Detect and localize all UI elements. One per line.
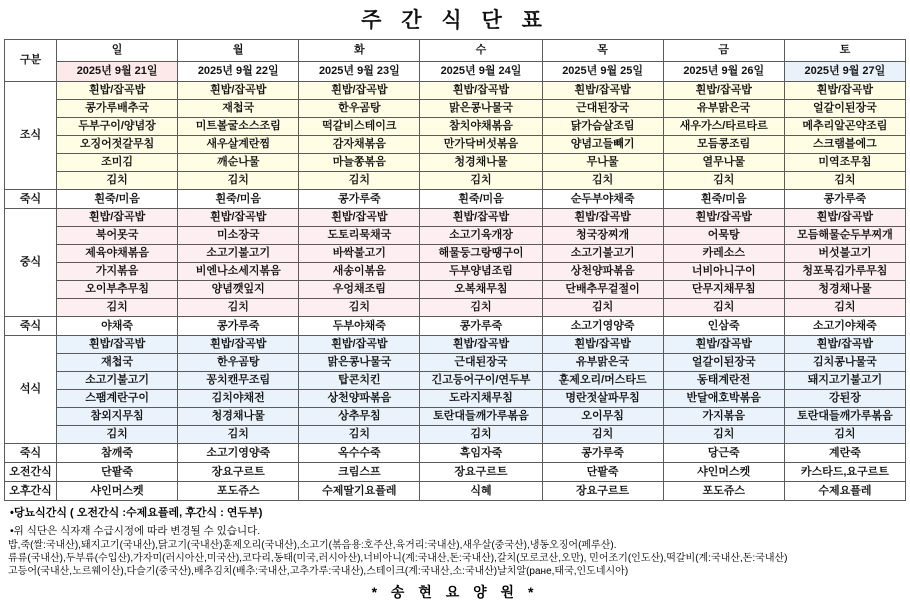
cell-r0-l5-c4: 김치: [542, 172, 663, 190]
header-day-4: 목: [542, 40, 663, 62]
table-row: [5, 263, 906, 281]
cell-r4-l3-c0: 스팸계란구이: [57, 390, 178, 408]
cell-r4-l3-c2: 상천양파볶음: [299, 390, 420, 408]
cell-r0-l4-c2: 마늘쫑볶음: [299, 154, 420, 172]
cell-r2-l1-c4: 청국장찌개: [542, 227, 663, 245]
cell-r6-c5: 샤인머스켓: [663, 463, 784, 482]
cell-r2-l5-c6: 김치: [784, 299, 905, 317]
cell-r0-l0-c6: 흰밥/잡곡밥: [784, 82, 905, 100]
cell-r0-l1-c5: 유부맑은국: [663, 100, 784, 118]
table-row: [5, 336, 906, 354]
header-row-days: [5, 40, 906, 62]
cell-r4-l2-c4: 훈제오리/머스타드: [542, 372, 663, 390]
cell-r0-l1-c0: 콩가루배추국: [57, 100, 178, 118]
row-label-6: 오전간식: [5, 463, 57, 482]
table-row: [5, 426, 906, 444]
row-label-7: 오후간식: [5, 482, 57, 501]
cell-r0-l5-c0: 김치: [57, 172, 178, 190]
cell-r4-l4-c0: 참외지무침: [57, 408, 178, 426]
cell-r0-l2-c1: 미트볼굴소스조림: [178, 118, 299, 136]
cell-r5-c3: 흑임자죽: [420, 444, 542, 463]
cell-r4-l3-c5: 반달애호박볶음: [663, 390, 784, 408]
cell-r0-l4-c0: 조미김: [57, 154, 178, 172]
cell-r4-l1-c3: 근대된장국: [420, 354, 542, 372]
cell-r4-l3-c3: 도라지채무침: [420, 390, 542, 408]
cell-r0-l3-c2: 감자채볶음: [299, 136, 420, 154]
cell-r4-l1-c0: 재첩국: [57, 354, 178, 372]
cell-r2-l3-c3: 두부양념조림: [420, 263, 542, 281]
cell-r4-l2-c1: 꽁치캔무조림: [178, 372, 299, 390]
cell-r3-c6: 소고기야채죽: [784, 317, 905, 336]
cell-r4-l4-c2: 상추무침: [299, 408, 420, 426]
cell-r4-l5-c1: 김치: [178, 426, 299, 444]
cell-r4-l2-c5: 동태계란전: [663, 372, 784, 390]
table-row: [5, 444, 906, 463]
cell-r0-l5-c5: 김치: [663, 172, 784, 190]
table-row: [5, 482, 906, 501]
weekly-menu-table: [4, 39, 906, 501]
cell-r4-l0-c5: 흰밥/잡곡밥: [663, 336, 784, 354]
cell-r6-c0: 단팥죽: [57, 463, 178, 482]
cell-r6-c2: 크림스프: [299, 463, 420, 482]
cell-r5-c4: 콩가루죽: [542, 444, 663, 463]
cell-r2-l2-c1: 소고기불고기: [178, 245, 299, 263]
table-row: [5, 136, 906, 154]
cell-r4-l4-c6: 토란대들깨가루볶음: [784, 408, 905, 426]
cell-r0-l5-c3: 김치: [420, 172, 542, 190]
cell-r3-c0: 야채죽: [57, 317, 178, 336]
cell-r6-c1: 장요구르트: [178, 463, 299, 482]
row-label-1: 죽식: [5, 190, 57, 209]
cell-r2-l5-c5: 김치: [663, 299, 784, 317]
cell-r7-c5: 포도쥬스: [663, 482, 784, 501]
cell-r4-l0-c6: 흰밥/잡곡밥: [784, 336, 905, 354]
cell-r1-c0: 흰죽/미음: [57, 190, 178, 209]
header-day-1: 월: [178, 40, 299, 62]
cell-r2-l5-c1: 김치: [178, 299, 299, 317]
cell-r2-l3-c6: 청포묵김가루무침: [784, 263, 905, 281]
cell-r4-l4-c3: 토란대들깨가루볶음: [420, 408, 542, 426]
cell-r0-l0-c1: 흰밥/잡곡밥: [178, 82, 299, 100]
cell-r4-l4-c1: 청경채나물: [178, 408, 299, 426]
cell-r5-c0: 참깨죽: [57, 444, 178, 463]
cell-r0-l1-c3: 맑은콩나물국: [420, 100, 542, 118]
table-row: [5, 317, 906, 336]
cell-r2-l2-c2: 바싹불고기: [299, 245, 420, 263]
table-row: [5, 209, 906, 227]
cell-r4-l5-c4: 김치: [542, 426, 663, 444]
cell-r4-l5-c6: 김치: [784, 426, 905, 444]
origin-line-3: 고등어(국내산,노르웨이산),다슬기(중국산),배추김치(배추:국내산,고추가루:국내산),스테이크(계:국내산,소:국내산)날치알(ране,태국,인도네시아): [8, 566, 629, 577]
table-row: [5, 100, 906, 118]
cell-r0-l1-c4: 근대된장국: [542, 100, 663, 118]
cell-r0-l5-c6: 김치: [784, 172, 905, 190]
cell-r4-l1-c2: 맑은콩나물국: [299, 354, 420, 372]
cell-r0-l0-c4: 흰밥/잡곡밥: [542, 82, 663, 100]
cell-r2-l0-c0: 흰밥/잡곡밥: [57, 209, 178, 227]
cell-r2-l5-c4: 김치: [542, 299, 663, 317]
cell-r0-l4-c6: 미역조무침: [784, 154, 905, 172]
cell-r0-l5-c1: 김치: [178, 172, 299, 190]
table-row: [5, 118, 906, 136]
cell-r0-l3-c3: 만가닥버섯볶음: [420, 136, 542, 154]
table-row: [5, 154, 906, 172]
cell-r2-l2-c3: 해물둥그랑땡구이: [420, 245, 542, 263]
cell-r4-l2-c6: 돼지고기불고기: [784, 372, 905, 390]
note-menu-change: •위 식단은 식자재 수급시정에 따라 변경될 수 있습니다.: [10, 525, 261, 537]
cell-r4-l2-c2: 탑콘치킨: [299, 372, 420, 390]
cell-r0-l2-c5: 새우가스/타르타르: [663, 118, 784, 136]
cell-r0-l2-c0: 두부구이/양념장: [57, 118, 178, 136]
table-row: [5, 299, 906, 317]
row-label-5: 죽식: [5, 444, 57, 463]
cell-r2-l2-c5: 카레소스: [663, 245, 784, 263]
cell-r2-l1-c6: 모듬해물순두부찌개: [784, 227, 905, 245]
header-date-0: 2025년 9월 21일: [57, 62, 178, 82]
cell-r3-c2: 두부야채죽: [299, 317, 420, 336]
cell-r4-l1-c5: 얼갈이된장국: [663, 354, 784, 372]
header-day-5: 금: [663, 40, 784, 62]
cell-r4-l5-c2: 김치: [299, 426, 420, 444]
cell-r0-l4-c4: 무나물: [542, 154, 663, 172]
cell-r5-c5: 당근죽: [663, 444, 784, 463]
cell-r4-l3-c6: 강된장: [784, 390, 905, 408]
cell-r1-c2: 콩가루죽: [299, 190, 420, 209]
cell-r4-l0-c2: 흰밥/잡곡밥: [299, 336, 420, 354]
header-date-6: 2025년 9월 27일: [784, 62, 905, 82]
cell-r2-l0-c1: 흰밥/잡곡밥: [178, 209, 299, 227]
cell-r2-l3-c2: 새송이볶음: [299, 263, 420, 281]
cell-r7-c6: 수제요플레: [784, 482, 905, 501]
cell-r2-l4-c1: 양념깻잎지: [178, 281, 299, 299]
cell-r1-c1: 흰죽/미음: [178, 190, 299, 209]
cell-r4-l5-c5: 김치: [663, 426, 784, 444]
cell-r3-c4: 소고기영양죽: [542, 317, 663, 336]
cell-r7-c4: 장요구르트: [542, 482, 663, 501]
cell-r0-l0-c0: 흰밥/잡곡밥: [57, 82, 178, 100]
cell-r4-l3-c1: 김치야채전: [178, 390, 299, 408]
cell-r6-c3: 장요구르트: [420, 463, 542, 482]
cell-r2-l1-c1: 미소장국: [178, 227, 299, 245]
cell-r4-l3-c4: 명란젓살파무침: [542, 390, 663, 408]
cell-r3-c5: 인삼죽: [663, 317, 784, 336]
cell-r0-l1-c1: 재첩국: [178, 100, 299, 118]
table-row: [5, 463, 906, 482]
cell-r0-l3-c5: 모듬콩조림: [663, 136, 784, 154]
header-day-2: 화: [299, 40, 420, 62]
row-label-4: 석식: [5, 336, 57, 444]
table-row: [5, 281, 906, 299]
cell-r7-c2: 수제딸기요플레: [299, 482, 420, 501]
cell-r0-l3-c1: 새우살계란찜: [178, 136, 299, 154]
table-row: [5, 408, 906, 426]
table-row: [5, 390, 906, 408]
cell-r1-c3: 흰죽/미음: [420, 190, 542, 209]
row-label-2: 중식: [5, 209, 57, 317]
cell-r2-l4-c3: 오복채무침: [420, 281, 542, 299]
cell-r0-l3-c6: 스크램블에그: [784, 136, 905, 154]
cell-r0-l4-c1: 깨순나물: [178, 154, 299, 172]
cell-r7-c1: 포도쥬스: [178, 482, 299, 501]
cell-r0-l2-c3: 참치야채볶음: [420, 118, 542, 136]
cell-r2-l5-c3: 김치: [420, 299, 542, 317]
cell-r4-l1-c4: 유부맑은국: [542, 354, 663, 372]
cell-r4-l2-c0: 소고기불고기: [57, 372, 178, 390]
cell-r5-c6: 계란죽: [784, 444, 905, 463]
cell-r4-l4-c4: 오이무침: [542, 408, 663, 426]
cell-r0-l2-c4: 닭가슴살조림: [542, 118, 663, 136]
cell-r3-c3: 콩가루죽: [420, 317, 542, 336]
cell-r2-l2-c4: 소고기불고기: [542, 245, 663, 263]
cell-r0-l2-c2: 떡갈비스테이크: [299, 118, 420, 136]
cell-r6-c6: 카스타드,요구르트: [784, 463, 905, 482]
table-row: [5, 172, 906, 190]
origin-line-1: 밥,죽(쌀:국내산),돼지고기(국내산),닭고기(국내산)훈제오리(국내산),소고기(볶음용:호주산,육거리:국내산),새우살(중국산),냉동오징어(페루산).: [8, 540, 617, 551]
cell-r2-l4-c0: 오이부추무침: [57, 281, 178, 299]
cell-r4-l0-c1: 흰밥/잡곡밥: [178, 336, 299, 354]
cell-r0-l0-c3: 흰밥/잡곡밥: [420, 82, 542, 100]
cell-r7-c3: 식혜: [420, 482, 542, 501]
header-day-3: 수: [420, 40, 542, 62]
cell-r4-l5-c0: 김치: [57, 426, 178, 444]
cell-r2-l0-c4: 흰밥/잡곡밥: [542, 209, 663, 227]
table-row: [5, 227, 906, 245]
table-row: [5, 190, 906, 209]
table-row: [5, 245, 906, 263]
cell-r4-l1-c1: 한우곰탕: [178, 354, 299, 372]
cell-r2-l1-c5: 어묵탕: [663, 227, 784, 245]
cell-r2-l3-c4: 상천양파볶음: [542, 263, 663, 281]
cell-r2-l1-c3: 소고기육개장: [420, 227, 542, 245]
cell-r2-l2-c6: 버섯불고기: [784, 245, 905, 263]
cell-r0-l1-c2: 한우곰탕: [299, 100, 420, 118]
cell-r1-c4: 순두부야채죽: [542, 190, 663, 209]
cell-r4-l0-c3: 흰밥/잡곡밥: [420, 336, 542, 354]
cell-r1-c6: 콩가루죽: [784, 190, 905, 209]
cell-r0-l4-c5: 열무나물: [663, 154, 784, 172]
cell-r0-l0-c2: 흰밥/잡곡밥: [299, 82, 420, 100]
cell-r0-l0-c5: 흰밥/잡곡밥: [663, 82, 784, 100]
header-date-2: 2025년 9월 23일: [299, 62, 420, 82]
cell-r0-l4-c3: 청경채나물: [420, 154, 542, 172]
cell-r0-l3-c4: 양념고들빼기: [542, 136, 663, 154]
row-label-0: 조식: [5, 82, 57, 190]
cell-r2-l0-c6: 흰밥/잡곡밥: [784, 209, 905, 227]
header-day-0: 일: [57, 40, 178, 62]
cell-r0-l2-c6: 메추리알곤약조림: [784, 118, 905, 136]
cell-r3-c1: 콩가루죽: [178, 317, 299, 336]
cell-r2-l1-c2: 도토리묵채국: [299, 227, 420, 245]
note-diabetic-snack: •당뇨식간식 ( 오전간식 :수제요플레, 후간식 : 연두부): [10, 507, 263, 519]
cell-r5-c2: 옥수수죽: [299, 444, 420, 463]
cell-r4-l4-c5: 가지볶음: [663, 408, 784, 426]
cell-r4-l1-c6: 김치콩나물국: [784, 354, 905, 372]
row-label-3: 죽식: [5, 317, 57, 336]
table-row: [5, 82, 906, 100]
table-row: [5, 354, 906, 372]
cell-r2-l1-c0: 북어못국: [57, 227, 178, 245]
header-date-5: 2025년 9월 26일: [663, 62, 784, 82]
cell-r2-l3-c0: 가지볶음: [57, 263, 178, 281]
cell-r7-c0: 샤인머스켓: [57, 482, 178, 501]
cell-r4-l0-c4: 흰밥/잡곡밥: [542, 336, 663, 354]
cell-r4-l2-c3: 긴고등어구이/연두부: [420, 372, 542, 390]
cell-r2-l4-c5: 단무지채무침: [663, 281, 784, 299]
cell-r1-c5: 흰죽/미음: [663, 190, 784, 209]
cell-r2-l0-c5: 흰밥/잡곡밥: [663, 209, 784, 227]
cell-r0-l1-c6: 얼갈이된장국: [784, 100, 905, 118]
header-day-6: 토: [784, 40, 905, 62]
header-date-4: 2025년 9월 25일: [542, 62, 663, 82]
cell-r0-l3-c0: 오징어젓갈무침: [57, 136, 178, 154]
origin-line-2: 류류(국내산),두부류(수입산),가자미(러시아산,미국산),코다리,동태(미국,러시아산),너비아니(계:국내산,돈:국내산),갈치(모로코산,오만), 민어조기(인도산),떡갈비(계:국내산,돈:국내산): [8, 553, 788, 564]
cell-r0-l5-c2: 김치: [299, 172, 420, 190]
cell-r4-l5-c3: 김치: [420, 426, 542, 444]
cell-r2-l3-c1: 비엔나소세지볶음: [178, 263, 299, 281]
cell-r2-l3-c5: 너비아니구이: [663, 263, 784, 281]
cell-r2-l4-c2: 우엉채조림: [299, 281, 420, 299]
cell-r6-c4: 단팥죽: [542, 463, 663, 482]
cell-r2-l5-c2: 김치: [299, 299, 420, 317]
cell-r2-l0-c2: 흰밥/잡곡밥: [299, 209, 420, 227]
cell-r2-l5-c0: 김치: [57, 299, 178, 317]
cell-r2-l2-c0: 제육야채볶음: [57, 245, 178, 263]
header-date-3: 2025년 9월 24일: [420, 62, 542, 82]
cell-r5-c1: 소고기영양죽: [178, 444, 299, 463]
cell-r4-l0-c0: 흰밥/잡곡밥: [57, 336, 178, 354]
cell-r2-l4-c4: 단배추무겉절이: [542, 281, 663, 299]
header-row-dates: [5, 62, 906, 82]
cell-r2-l0-c3: 흰밥/잡곡밥: [420, 209, 542, 227]
header-date-1: 2025년 9월 22일: [178, 62, 299, 82]
table-row: [5, 372, 906, 390]
cell-r2-l4-c6: 청경채나물: [784, 281, 905, 299]
header-label-gubun: 구분: [5, 40, 57, 82]
page-title: 주 간 식 단 표: [361, 9, 549, 32]
facility-name: * 송 현 요 양 원 *: [371, 584, 539, 600]
